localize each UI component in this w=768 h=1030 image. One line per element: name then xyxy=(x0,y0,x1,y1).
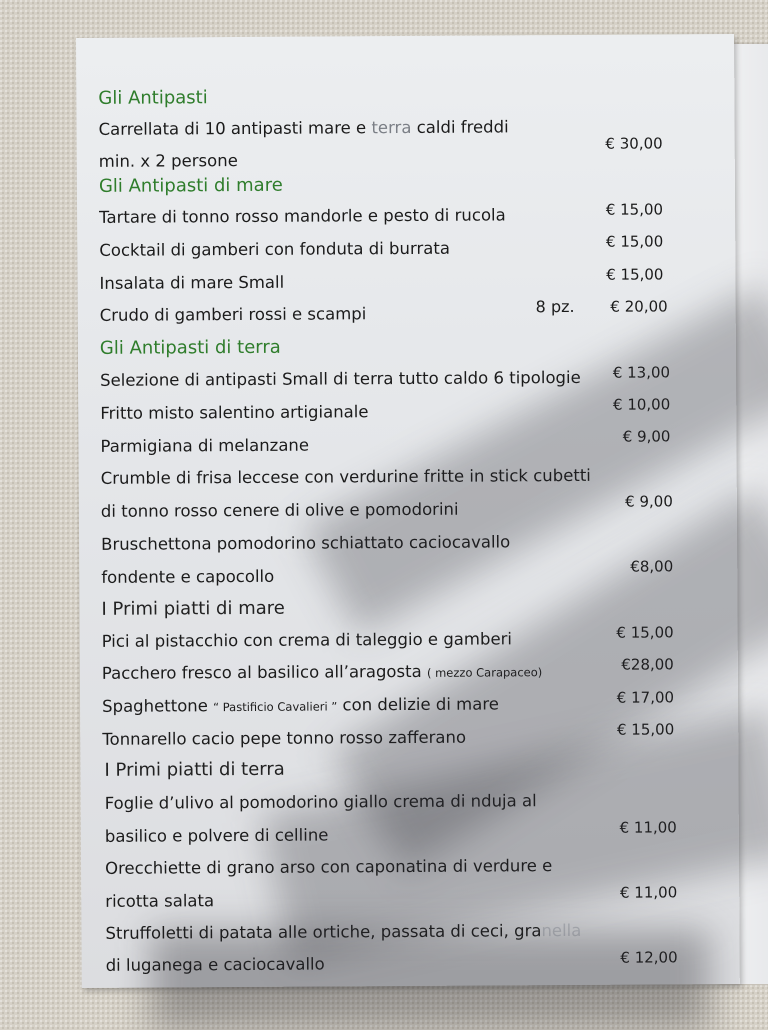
dish-bruschettona-line1: Bruschettona pomodorino schiattato caciocavallo xyxy=(101,532,511,554)
dish-struffoletti-line2: di luganega e caciocavallo xyxy=(105,954,325,975)
dish-parmigiana: Parmigiana di melanzane xyxy=(100,435,310,456)
price-spaghettone: € 17,00 xyxy=(616,688,675,707)
dish-crudo-gamberi: Crudo di gamberi rossi e scampi xyxy=(99,304,367,325)
price-pacchero: €28,00 xyxy=(621,655,674,674)
price-pici: € 15,00 xyxy=(616,623,674,642)
dish-struffoletti-text-a: Struffoletti di patata alle ortiche, passata di ceci, gra xyxy=(105,921,542,943)
price-parmigiana: € 9,00 xyxy=(622,427,671,446)
dish-spaghettone xyxy=(102,694,499,715)
dish-fritto-misto: Fritto misto salentino artigianale xyxy=(100,402,369,423)
dish-carrellata-text-a: Carrellata di 10 antipasti mare e xyxy=(98,118,372,139)
price-fritto-misto: € 10,00 xyxy=(612,395,671,414)
price-cocktail-gamberi: € 15,00 xyxy=(605,232,664,251)
dish-pici: Pici al pistacchio con crema di taleggio e gamberi xyxy=(101,629,513,651)
price-selezione-antipasti: € 13,00 xyxy=(612,363,671,382)
price-carrellata: € 30,00 xyxy=(605,134,663,153)
section-title-antipasti-terra: Gli Antipasti di terra xyxy=(99,336,281,359)
dish-spaghettone-name: Spaghettone xyxy=(102,696,214,716)
menu-page xyxy=(76,34,740,988)
section-title-antipasti-mare: Gli Antipasti di mare xyxy=(98,174,283,197)
dish-carrellata-text-b: terra xyxy=(371,117,412,138)
dish-foglie-ulivo-line1: Foglie d’ulivo al pomodorino giallo crema di nduja al xyxy=(104,791,537,813)
price-tartare: € 15,00 xyxy=(605,200,664,219)
dish-carrellata-line2: min. x 2 persone xyxy=(98,151,238,171)
dish-pacchero xyxy=(102,661,542,683)
dish-crumble-line2: di tonno rosso cenere di olive e pomodorini xyxy=(100,499,459,521)
price-tonnarello: € 15,00 xyxy=(616,720,675,739)
dish-pacchero-name: Pacchero fresco al basilico all’aragosta xyxy=(101,661,422,683)
price-insalata-mare: € 15,00 xyxy=(606,265,664,284)
price-bruschettona: €8,00 xyxy=(630,557,674,576)
dish-cocktail-gamberi: Cocktail di gamberi con fonduta di burrata xyxy=(99,238,450,260)
section-title-primi-terra: I Primi piatti di terra xyxy=(104,758,285,781)
dish-tonnarello: Tonnarello cacio pepe tonno rosso zafferano xyxy=(102,727,467,749)
section-title-primi-mare: I Primi piatti di mare xyxy=(101,597,285,620)
dish-struffoletti-line1 xyxy=(105,921,581,943)
section-title-antipasti: Gli Antipasti xyxy=(98,87,208,109)
dish-bruschettona-line2: fondente e capocollo xyxy=(101,566,275,587)
dish-tartare: Tartare di tonno rosso mandorle e pesto di rucola xyxy=(99,205,506,227)
dish-foglie-ulivo-line2: basilico e polvere di celline xyxy=(104,825,329,846)
dish-pacchero-note: ( mezzo Carapaceo) xyxy=(426,665,543,680)
price-crudo-gamberi: € 20,00 xyxy=(610,297,668,316)
dish-spaghettone-rest: con delizie di mare xyxy=(337,694,499,715)
dish-insalata-mare: Insalata di mare Small xyxy=(99,272,285,293)
dish-crumble-line1: Crumble di frisa leccese con verdurine fritte in stick cubetti xyxy=(100,465,591,488)
dish-carrellata-line1 xyxy=(99,117,509,139)
dish-orecchiette-line1: Orecchiette di grano arso con caponatina di verdure e xyxy=(105,856,553,878)
price-foglie-ulivo: € 11,00 xyxy=(619,818,677,837)
dish-spaghettone-note: “ Pastificio Cavalieri ” xyxy=(213,699,338,715)
dish-orecchiette-line2: ricotta salata xyxy=(105,891,215,911)
qty-crudo-gamberi: 8 pz. xyxy=(535,296,575,317)
price-crumble: € 9,00 xyxy=(625,492,673,511)
price-orecchiette: € 11,00 xyxy=(619,883,678,902)
dish-selezione-antipasti: Selezione di antipasti Small di terra tutto caldo 6 tipologie xyxy=(100,367,581,390)
dish-carrellata-text-c: caldi freddi xyxy=(411,117,509,137)
price-struffoletti: € 12,00 xyxy=(620,948,678,967)
dish-struffoletti-text-b: nella xyxy=(541,920,582,941)
